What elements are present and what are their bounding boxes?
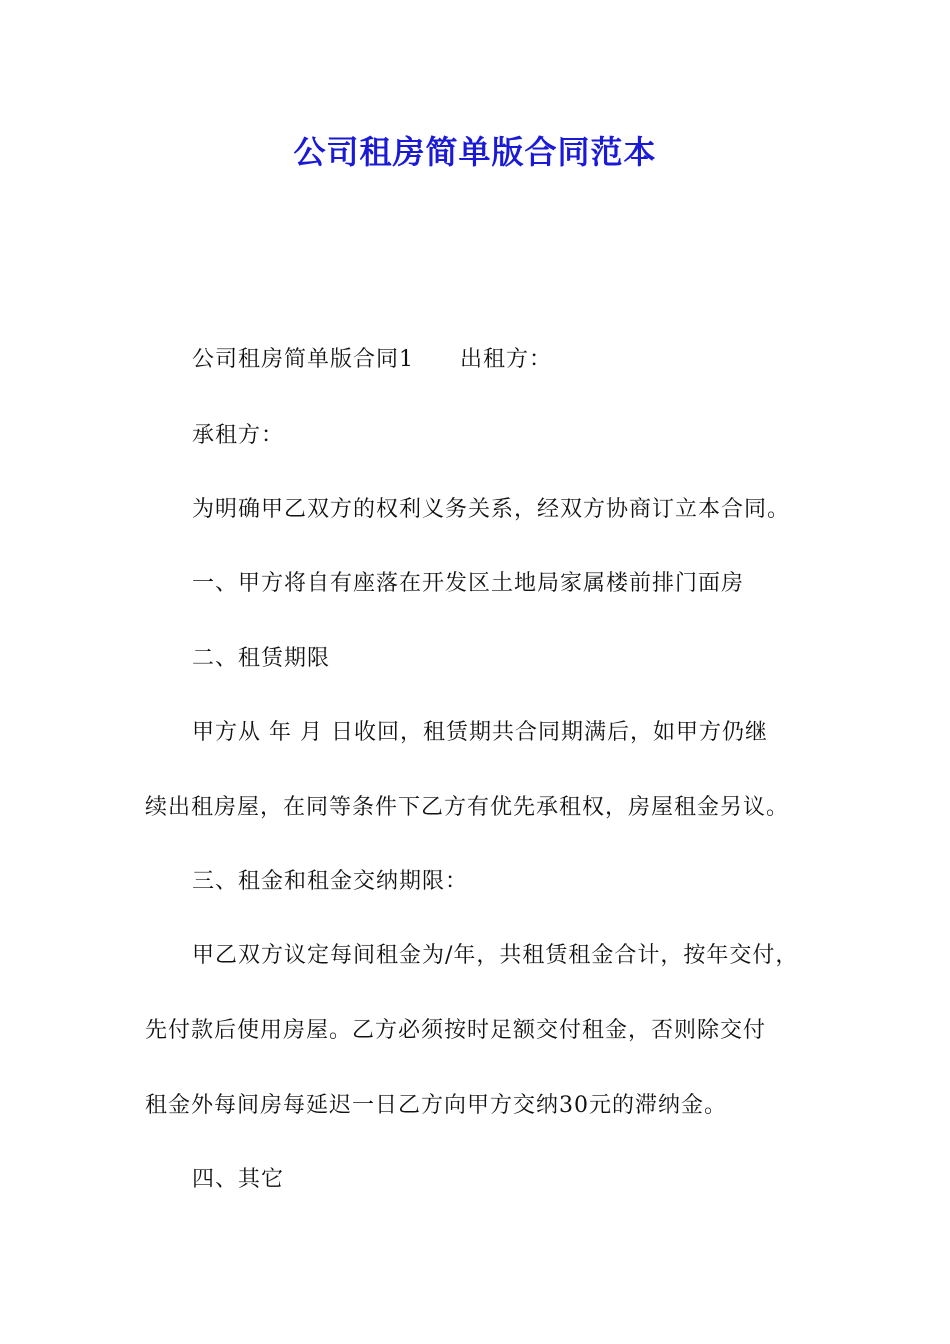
- paragraph-rent-line3: 租金外每间房每延迟一日乙方向甲方交纳30元的滞纳金。: [145, 1093, 727, 1118]
- paragraph-preamble: 为明确甲乙双方的权利义务关系，经双方协商订立本合同。: [192, 497, 791, 522]
- paragraph-lease-term-line1: 甲方从 年 月 日收回，租赁期共合同期满后，如甲方仍继: [192, 720, 768, 745]
- lessor-label: 出租方：: [460, 347, 553, 372]
- paragraph-lease-term-line2: 续出租房屋，在同等条件下乙方有优先承租权，房屋租金另议。: [145, 795, 790, 820]
- lessee-label: 承租方：: [192, 423, 285, 448]
- paragraph-rent-line1: 甲乙双方议定每间租金为/年，共租赁租金合计，按年交付，: [192, 943, 799, 968]
- contract-heading-line: [192, 344, 552, 376]
- section-four-heading: 四、其它: [192, 1167, 285, 1192]
- document-title: 公司租房简单版合同范本: [293, 133, 657, 171]
- contract-name: 公司租房简单版合同1: [192, 347, 414, 372]
- paragraph-rent-line2: 先付款后使用房屋。乙方必须按时足额交付租金，否则除交付: [145, 1018, 767, 1043]
- section-one: 一、甲方将自有座落在开发区土地局家属楼前排门面房: [192, 571, 745, 596]
- section-two-heading: 二、租赁期限: [192, 646, 331, 671]
- section-three-heading: 三、租金和租金交纳期限：: [192, 869, 469, 894]
